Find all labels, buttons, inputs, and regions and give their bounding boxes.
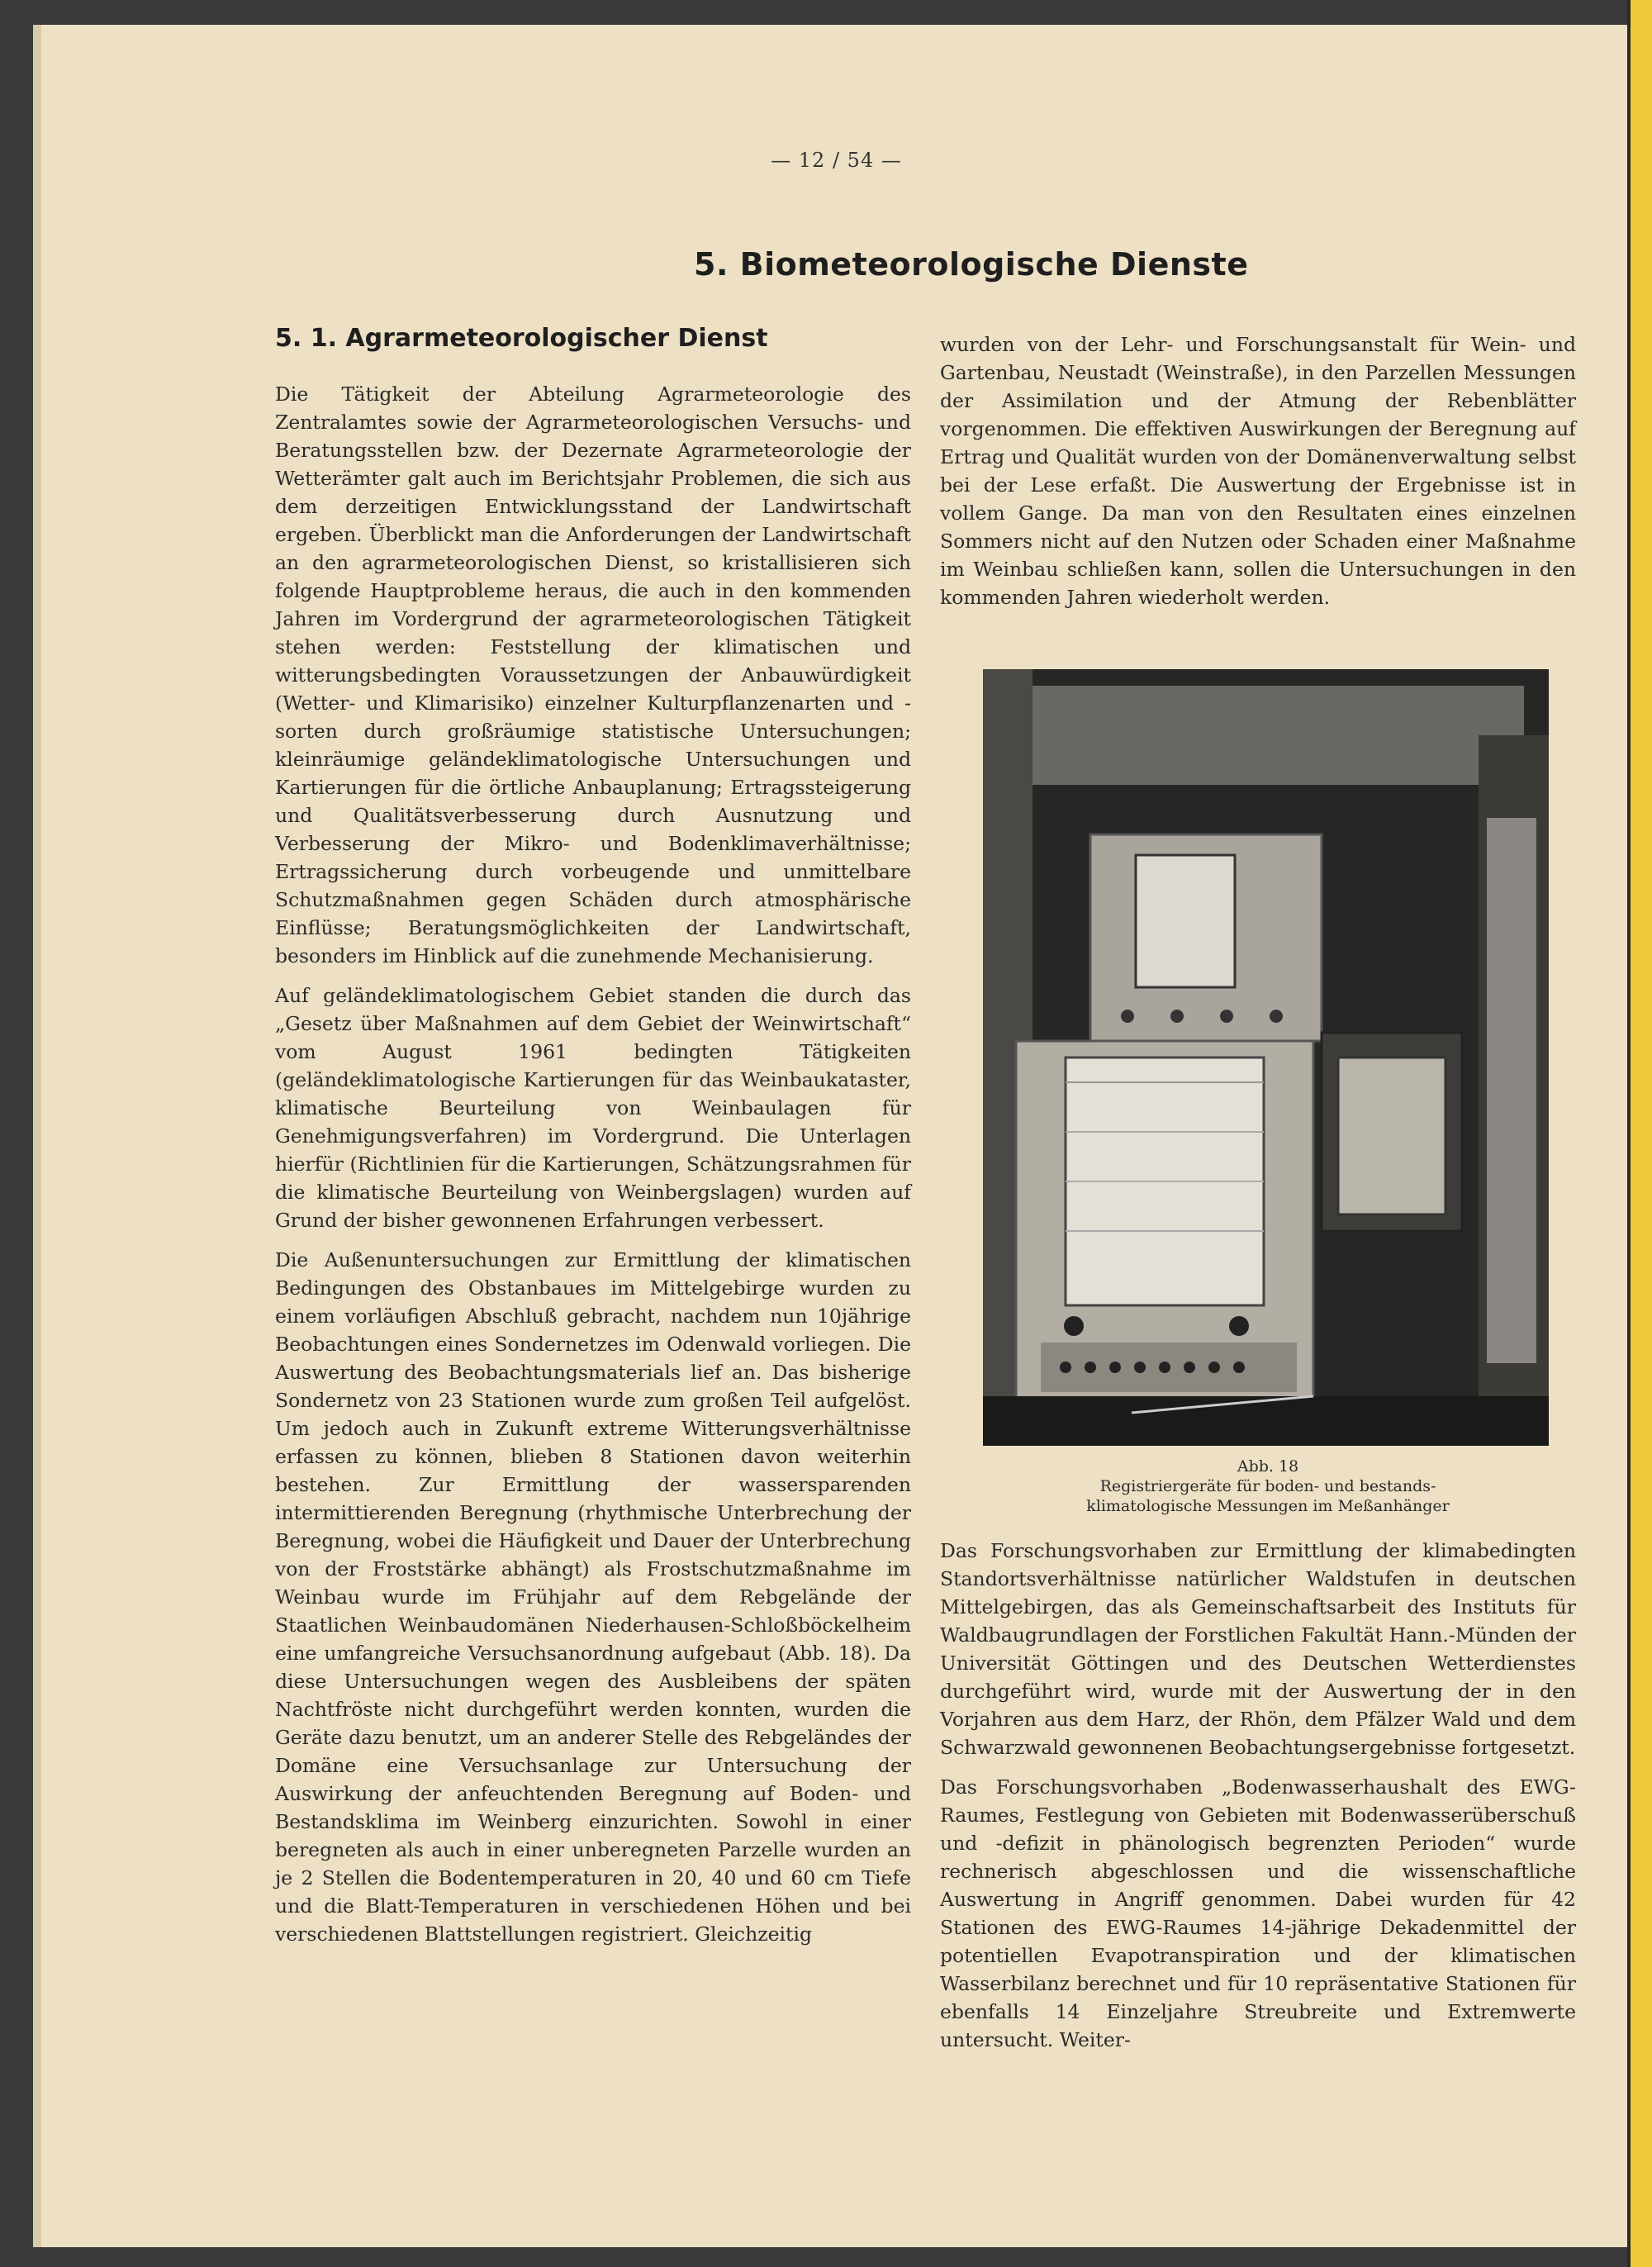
figure-caption-line: klimatologische Messungen im Meßanhänger xyxy=(1086,1497,1450,1515)
figure-caption xyxy=(950,1457,1586,1516)
binding-edge-tab xyxy=(1627,0,1652,2267)
right-column-top xyxy=(940,330,1576,623)
figure-photo xyxy=(983,669,1549,1446)
subsection-title: 5. 1. Agrarmeteorologischer Dienst xyxy=(275,324,768,353)
paragraph: Das Forschungsvorhaben „Bodenwasserhaushalt des EWG-Raumes, Festlegung von Gebieten mit Bodenwasserüberschuß und -defizit in phänologisch begrenzten Perioden“ wurde rechnerisch abgeschlossen und die wissenschaftliche Auswertung in Angriff genommen. Dabei wurden für 42 Stationen des EWG-Raumes 14-jährige Dekadenmittel der potentiellen Evapotranspiration und der klimatischen Wasserbilanz berechnet und für 10 repräsentative Stationen für ebenfalls 14 Einzeljahre Streubreite und Extremwerte untersucht. Weiter- xyxy=(940,1775,1576,2051)
document-page xyxy=(33,25,1631,2247)
section-title: 5. Biometeorologische Dienste xyxy=(694,246,1249,283)
recording-instruments-photo xyxy=(983,669,1549,1446)
right-column-bottom xyxy=(940,1537,1576,2065)
page-number: — 12 / 54 — xyxy=(771,149,902,172)
figure-caption-line: Registriergeräte für boden- und bestands- xyxy=(1099,1477,1436,1495)
left-column xyxy=(275,380,911,1960)
paragraph: Auf geländeklimatologischem Gebiet standen die durch das „Gesetz über Maßnahmen auf dem Gebiet der Weinwirtschaft“ vom August 1961 bedingten Tätigkeiten (geländeklimatologische Kartierungen für das Weinbaukataster, klimatische Beurteilung von Weinbaulagen für Genehmigungsverfahren) im Vordergrund. Die Unterlagen hierfür (Richtlinien für die Kartierungen, Schätzungsrahmen für die klimatische Beurteilung von Weinbergslagen) wurden auf Grund der bisher gewonnenen Erfahrungen verbessert. xyxy=(275,984,911,1232)
figure-label: Abb. 18 xyxy=(1237,1457,1299,1476)
paragraph: wurden von der Lehr- und Forschungsanstalt für Wein- und Gartenbau, Neustadt (Weinstraße), in den Parzellen Messungen der Assimilation und der Atmung der Rebenblätter vorgenommen. Die effektiven Auswirkungen der Beregnung auf Ertrag und Qualität wurden von der Domänenverwaltung selbst bei der Lese erfaßt. Die Auswertung der Ergebnisse ist in vollem Gange. Da man von den Resultaten eines einzelnen Sommers nicht auf den Nutzen oder Schaden einer Maßnahme im Weinbau schließen kann, sollen die Untersuchungen in den kommenden Jahren wiederholt werden. xyxy=(940,333,1576,609)
paragraph: Das Forschungsvorhaben zur Ermittlung der klimabedingten Standortsverhältnisse natürlicher Waldstufen in deutschen Mittelgebirgen, das als Gemeinschaftsarbeit des Instituts für Waldbaugrundlagen der Forstlichen Fakultät Hann.-Münden der Universität Göttingen und des Deutschen Wetterdienstes durchgeführt wird, wurde mit der Auswertung der in den Vorjahren aus dem Harz, der Rhön, dem Pfälzer Wald und dem Schwarzwald gewonnenen Beobachtungsergebnisse fortgesetzt. xyxy=(940,1539,1576,1759)
paragraph: Die Außenuntersuchungen zur Ermittlung der klimatischen Bedingungen des Obstanbaues im Mittelgebirge wurden zu einem vorläufigen Abschluß gebracht, nachdem nun 10jährige Beobachtungen eines Sondernetzes im Odenwald vorliegen. Die Auswertung des Beobachtungsmaterials lief an. Das bisherige Sondernetz von 23 Stationen wurde zum großen Teil aufgelöst. Um jedoch auch in Zukunft extreme Witterungsverhältnisse erfassen zu können, blieben 8 Stationen davon weiterhin bestehen. Zur Ermittlung der wassersparenden intermittierenden Beregnung (rhythmische Unterbrechung der Beregnung, wobei die Häufigkeit und Dauer der Unterbrechung von der Froststärke abhängt) als Frostschutzmaßnahme im Weinbau wurde im Frühjahr auf dem Rebgelände der Staatlichen Weinbaudomänen Niederhausen-Schloßböckelheim eine umfangreiche Versuchsanordnung aufgebaut (Abb. 18). Da diese Untersuchungen wegen des Ausbleibens der späten Nachtfröste nicht durchgeführt werden konnten, wurden die Geräte dazu benutzt, um an anderer Stelle des Rebgeländes der Domäne eine Versuchsanlage zur Untersuchung der Auswirkung der anfeuchtenden Beregnung auf Boden- und Bestandsklima im Weinberg einzurichten. Sowohl in einer beregneten als auch in einer unberegneten Parzelle wurden an je 2 Stellen die Bodentemperaturen in 20, 40 und 60 cm Tiefe und die Blatt-Temperaturen in verschiedenen Höhen und bei verschiedenen Blattstellungen registriert. Gleichzeitig xyxy=(275,1248,911,1946)
paragraph: Die Tätigkeit der Abteilung Agrarmeteorologie des Zentralamtes sowie der Agrarmeteorologischen Versuchs- und Beratungsstellen bzw. der Dezernate Agrarmeteorologie der Wetterämter galt auch im Berichtsjahr Problemen, die sich aus dem derzeitigen Entwicklungsstand der Landwirtschaft ergeben. Überblickt man die Anforderungen der Landwirtschaft an den agrarmeteorologischen Dienst, so kristallisieren sich folgende Hauptprobleme heraus, die auch in den kommenden Jahren im Vordergrund der agrarmeteorologischen Tätigkeit stehen werden: Feststellung der klimatischen und witterungsbedingten Voraussetzungen der Anbauwürdigkeit (Wetter- und Klimarisiko) einzelner Kulturpflanzenarten und -sorten durch großräumige statistische Untersuchungen; kleinräumige geländeklimatologische Untersuchungen und Kartierungen für die örtliche Anbauplanung; Ertragssteigerung und Qualitätsverbesserung durch Ausnutzung und Verbesserung der Mikro- und Bodenklimaverhältnisse; Ertragssicherung durch vorbeugende und unmittelbare Schutzmaßnahmen gegen Schäden durch atmosphärische Einflüsse; Beratungsmöglichkeiten der Landwirtschaft, besonders im Hinblick auf die zunehmende Mechanisierung. xyxy=(275,383,911,967)
